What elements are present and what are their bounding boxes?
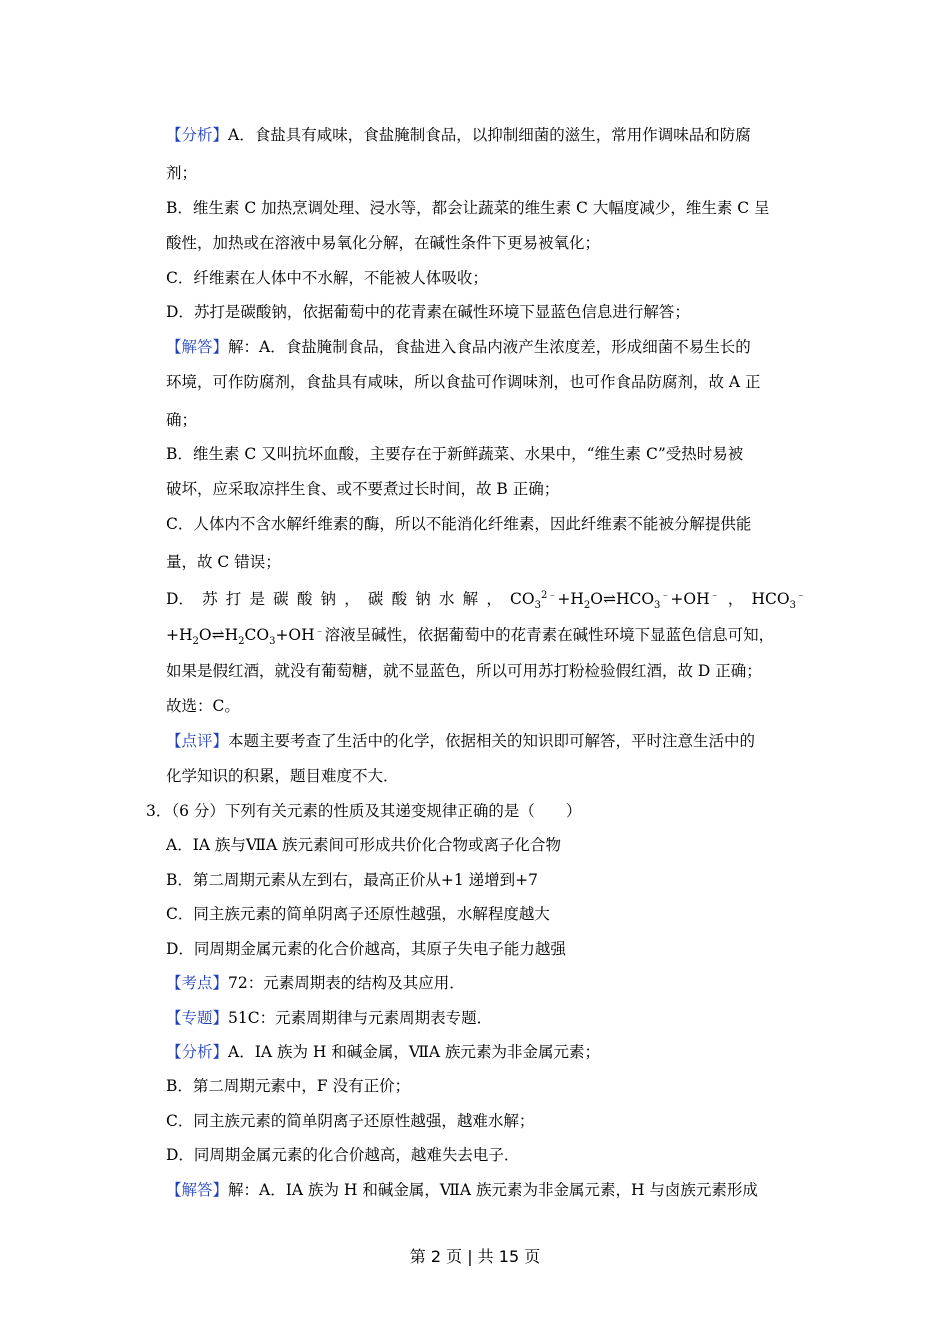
section-tag: 【分析】 [166, 126, 229, 144]
text-line: 确； [166, 411, 198, 429]
text-line: B．第二周期元素中，F 没有正价； [166, 1077, 411, 1095]
chemical-equation: $CO_3^{2﹣}+H_2O\rightleftharpoons HCO_3^﹣+OH^﹣$ [510, 589, 720, 612]
section-tag: 【分析】 [166, 1043, 229, 1061]
equation-line: D． 苏 打 是 碳 酸 钠 ， 碳 酸 钠 水 解 ， $CO_3^{2﹣}+H_2O\rightleftharpoons HCO_3^﹣+OH^﹣$ ， $HCO_3^﹣$ [166, 589, 806, 612]
option-line: B．第二周期元素从左到右，最高正价从+1 递增到+7 [166, 871, 539, 889]
text-line: D．苏打是碳酸钠，依据葡萄中的花青素在碱性环境下显蓝色信息进行解答； [166, 303, 690, 321]
text-line: 破坏，应采取凉拌生食、或不要煮过长时间，故 B 正确； [166, 480, 560, 498]
chemical-formula: $HCO_3^﹣$ [751, 589, 806, 612]
page-footer: 第 2 页 | 共 15 页 [409, 1247, 541, 1266]
section-tag: 【考点】 [166, 974, 229, 992]
text-line: 环境，可作防腐剂，食盐具有咸味，所以食盐可作调味剂，也可作食品防腐剂，故 A 正 [166, 373, 761, 391]
text-line: 【解答】解：A．食盐腌制食品，食盐进入食品内液产生浓度差，形成细菌不易生长的 [166, 338, 751, 356]
text-line: 【考点】72：元素周期表的结构及其应用． [166, 974, 465, 992]
text-line: 量，故 C 错误； [166, 553, 281, 571]
text-line: 化学知识的积累，题目难度不大． [166, 767, 399, 785]
option-line: D．同周期金属元素的化合价越高，其原子失电子能力越强 [166, 940, 566, 958]
text-line: D．同周期金属元素的化合价越高，越难失去电子． [166, 1146, 520, 1164]
text-line: C．人体内不含水解纤维素的酶，所以不能消化纤维素，因此纤维素不能被分解提供能 [166, 515, 752, 533]
option-line: C．同主族元素的简单阴离子还原性越强，水解程度越大 [166, 905, 550, 923]
text-line: 故选：C。 [166, 697, 240, 715]
option-line: A．ⅠA 族与ⅦA 族元素间可形成共价化合物或离子化合物 [166, 836, 562, 854]
section-tag: 【专题】 [166, 1009, 229, 1027]
text-line: C．纤维素在人体中不水解，不能被人体吸收； [166, 269, 488, 287]
text-line: 如果是假红酒，就没有葡萄糖，就不显蓝色，所以可用苏打粉检验假红酒，故 D 正确； [166, 662, 762, 680]
equation-line: $+H_2O\rightleftharpoons H_2CO_3+OH^﹣$溶液呈碱性，依据葡萄中的花青素在碱性环境下显蓝色信息可知， [166, 625, 775, 648]
text-line: B．维生素 C 加热烹调处理、浸水等，都会让蔬菜的维生素 C 大幅度减少，维生素 C 呈 [166, 199, 770, 217]
question-title: 3．（6 分）下列有关元素的性质及其递变规律正确的是（ ） [146, 802, 582, 820]
text-line: 酸性，加热或在溶液中易氧化分解，在碱性条件下更易被氧化； [166, 234, 601, 252]
section-tag: 【解答】 [166, 338, 229, 356]
section-tag: 【解答】 [166, 1181, 229, 1199]
text-line: 【点评】本题主要考查了生活中的化学，依据相关的知识即可解答，平时注意生活中的 [166, 732, 756, 750]
text-line: 【分析】A．ⅠA 族为 H 和碱金属，ⅦA 族元素为非金属元素； [166, 1043, 600, 1061]
text-line: 【分析】A．食盐具有咸味，食盐腌制食品，以抑制细菌的滋生，常用作调味品和防腐 [166, 126, 751, 144]
text-line: C．同主族元素的简单阴离子还原性越强，越难水解； [166, 1112, 535, 1130]
text-line: 【解答】解：A．ⅠA 族为 H 和碱金属，ⅦA 族元素为非金属元素，H 与卤族元素形成 [166, 1181, 758, 1199]
section-tag: 【点评】 [166, 732, 229, 750]
text-line: 【专题】51C：元素周期律与元素周期表专题． [166, 1009, 493, 1027]
text-line: B．维生素 C 又叫抗坏血酸，主要存在于新鲜蔬菜、水果中，“维生素 C”受热时易被 [166, 445, 744, 463]
chemical-equation: $+H_2O\rightleftharpoons H_2CO_3+OH^﹣$ [166, 625, 325, 648]
text-line: 剂； [166, 164, 198, 182]
